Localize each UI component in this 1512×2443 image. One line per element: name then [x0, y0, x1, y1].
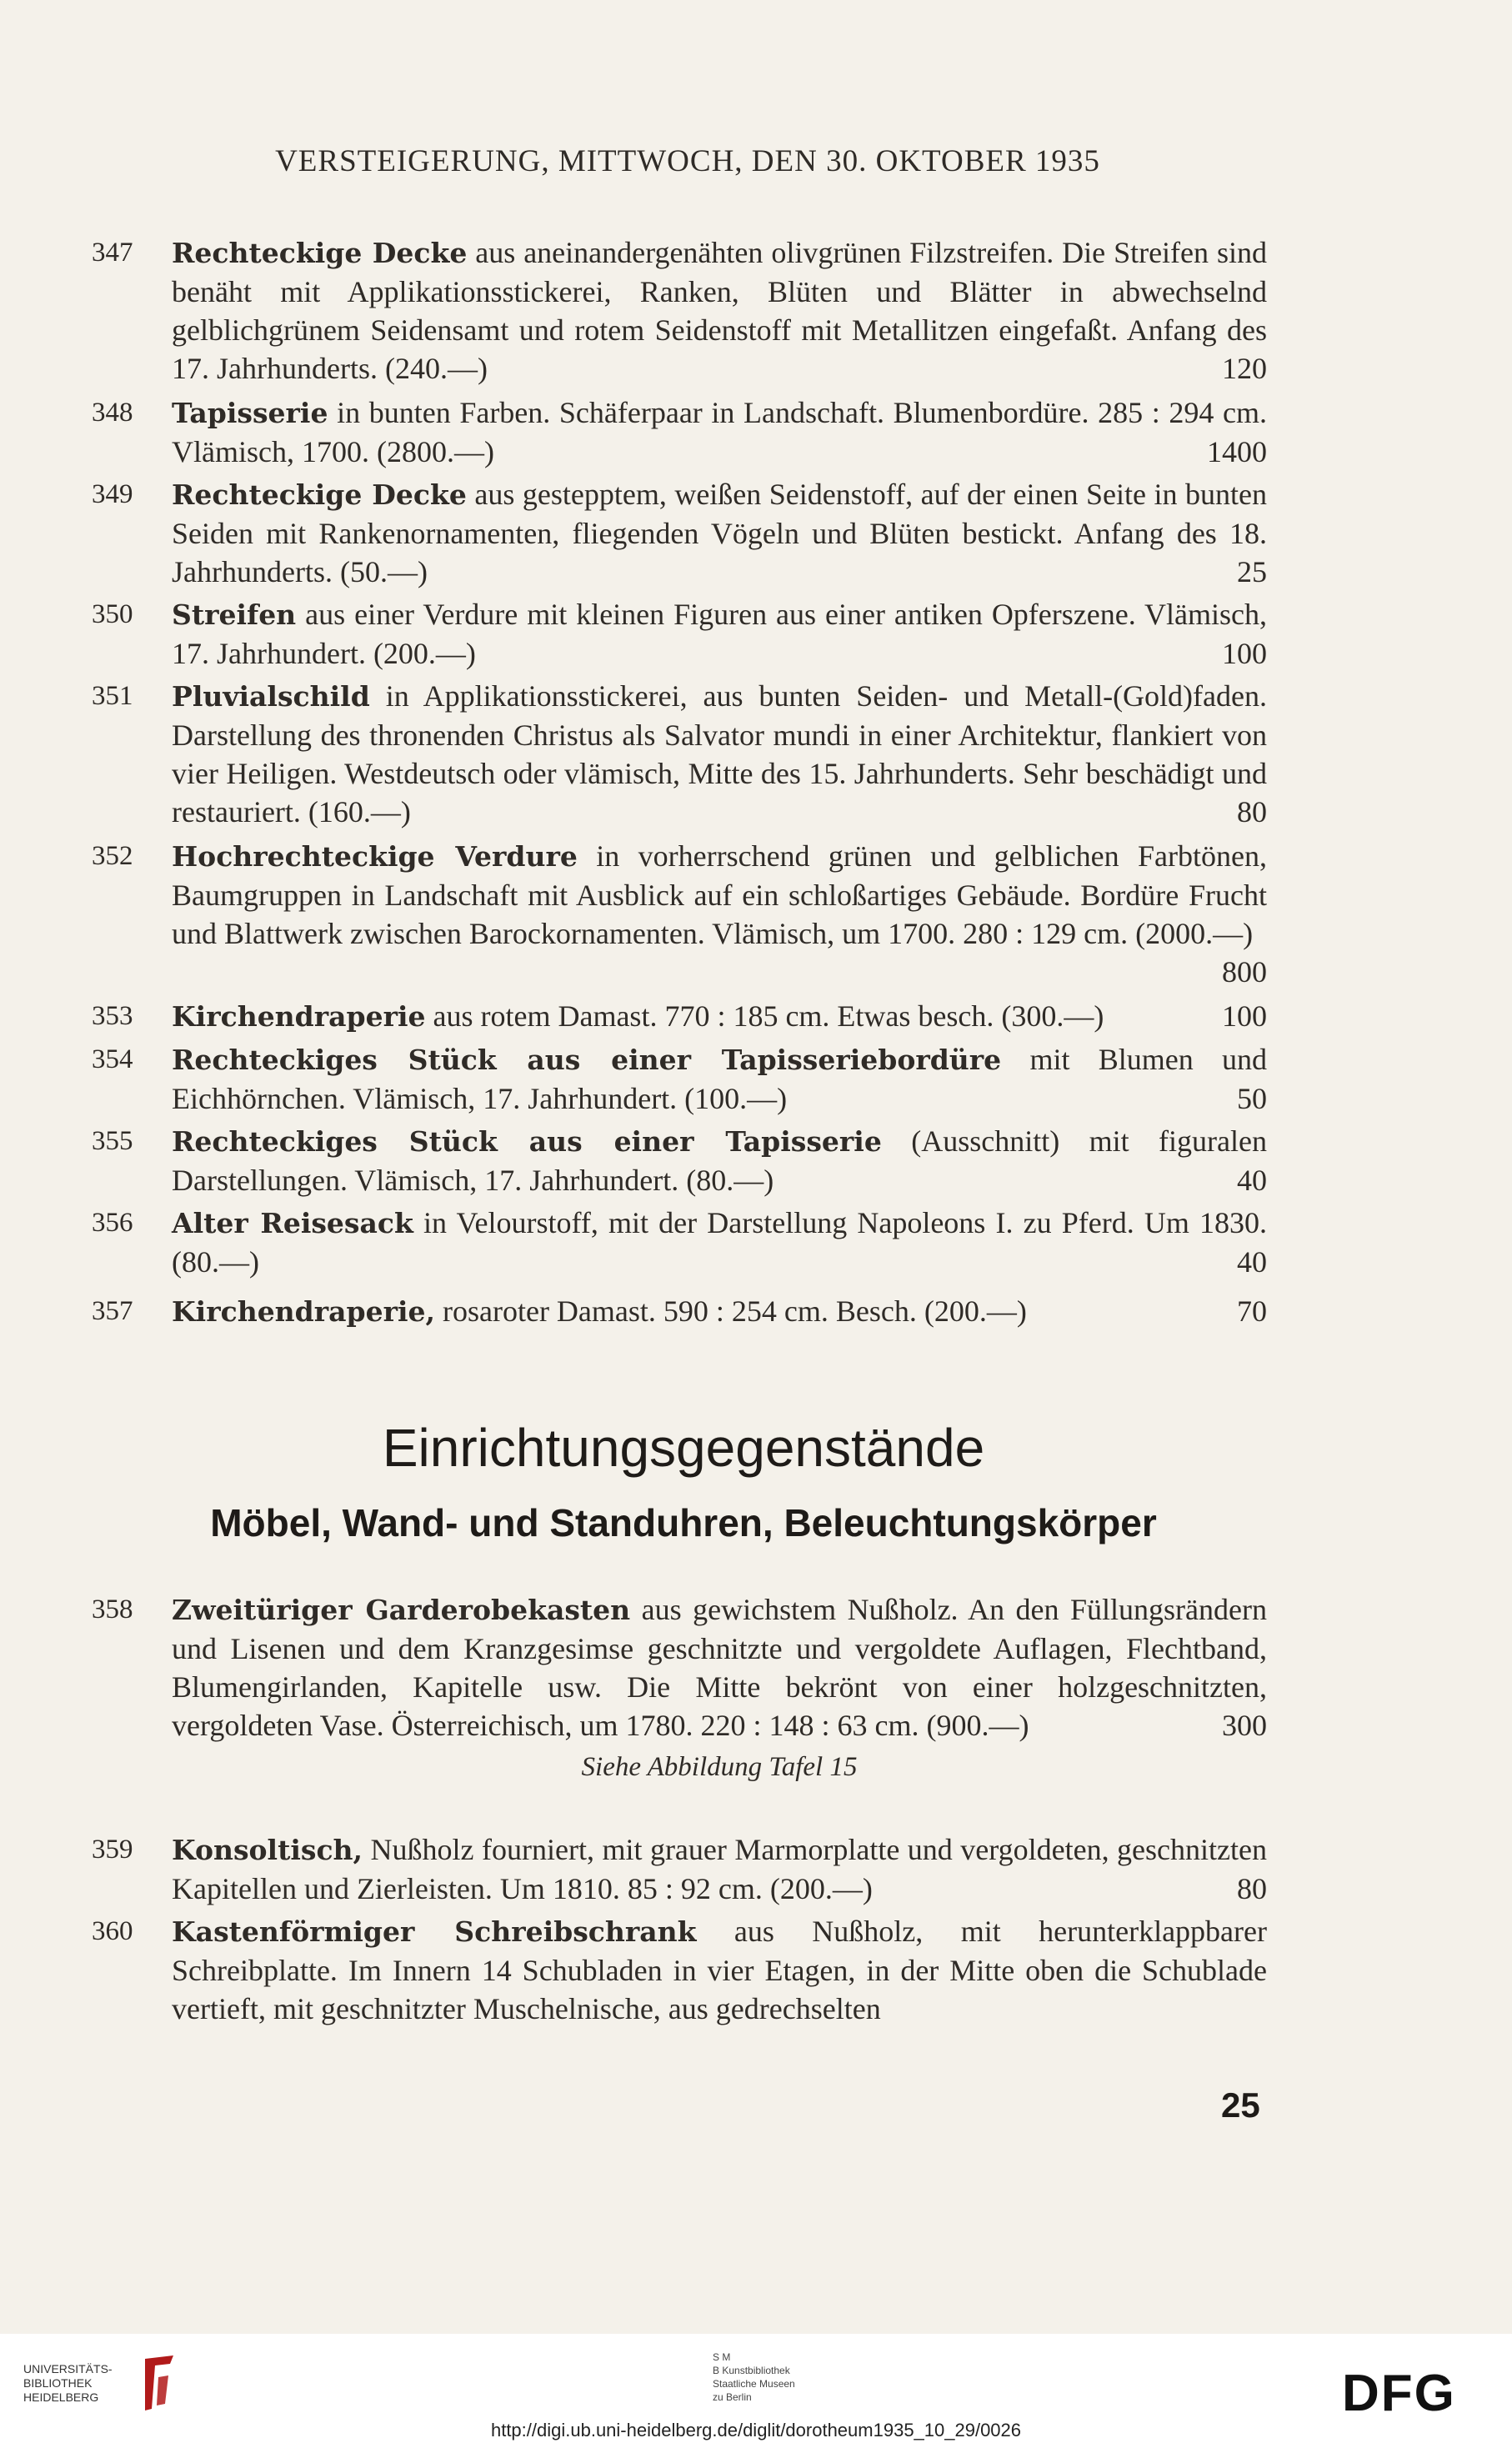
- lot-title: Kastenförmiger Schreibschrank: [172, 1915, 697, 1948]
- lot-number: 348: [92, 398, 133, 428]
- lot-description: in vorherrschend grünen und gelblichen Farbtönen, Baumgruppen in Landschaft mit Ausblick auf ein schloßartiges Gebäude. Bordüre Frucht und Blattwerk zwischen Barockornamenten. Vlämisch, um 1700. 280 : 129 cm. (2000.—): [172, 839, 1267, 950]
- lot-entry: [92, 677, 1267, 831]
- lot-entry: [92, 1040, 1267, 1118]
- lot-description: aus rotem Damast. 770 : 185 cm. Etwas besch. (300.—): [425, 999, 1104, 1033]
- lot-price: 120: [1222, 352, 1267, 385]
- illustration-reference: Siehe Abbildung Tafel 15: [581, 1752, 858, 1782]
- section-subtitle: Möbel, Wand- und Standuhren, Beleuchtungskörper: [210, 1501, 1157, 1544]
- source-url-link[interactable]: http://digi.ub.uni-heidelberg.de/diglit/dorotheum1935_10_29/0026: [490, 2420, 1022, 2440]
- lot-price: 100: [1222, 999, 1267, 1033]
- lot-number: 359: [92, 1835, 133, 1865]
- lot-price: 100: [1222, 637, 1267, 670]
- lot-description: Nußholz fourniert, mit grauer Marmorplatte und vergoldeten, geschnitzten Kapitellen und Zierleisten. Um 1810. 85 : 92 cm. (200.—): [172, 1833, 1267, 1905]
- lot-description: aus gewichstem Nußholz. An den Füllungsrändern und Lisenen und dem Kranzgesimse geschnitzte und vergoldete Auflagen, Flechtband, Blumengirlanden, Kapitelle usw. Die Mitte bekrönt von einer holzgeschnitzten, vergoldeten Vase. Österreichisch, um 1780. 220 : 148 : 63 cm. (900.—): [172, 1593, 1267, 1742]
- lot-number: 354: [92, 1044, 133, 1074]
- lot-price: 70: [1237, 1294, 1267, 1328]
- lot-entry: [92, 233, 1267, 388]
- lot-number: 349: [92, 479, 133, 509]
- lot-entry: [92, 1912, 1267, 2028]
- smb-kunstbibliothek-label[interactable]: [713, 2350, 795, 2404]
- lot-price: 1400: [1207, 435, 1267, 468]
- lot-title: Konsoltisch,: [172, 1834, 363, 1866]
- lot-title: Alter Reisesack: [172, 1207, 413, 1239]
- smb-line: B Kunstbibliothek: [713, 2365, 790, 2376]
- lot-title: Rechteckige Decke: [172, 237, 468, 269]
- lot-description: aus gestepptem, weißen Seidenstoff, auf der einen Seite in bunten Seiden mit Rankenornamenten, fliegenden Vögeln und Blüten bestickt. Anfang des 18. Jahrhunderts. (50.—): [172, 478, 1267, 588]
- lot-number: 352: [92, 841, 133, 871]
- lot-title: Pluvialschild: [172, 680, 370, 713]
- lot-title: Rechteckiges Stück aus einer Tapisserie: [172, 1125, 882, 1158]
- lot-price: 40: [1237, 1245, 1267, 1279]
- lot-entry: [92, 997, 1267, 1036]
- lot-description: (Ausschnitt) mit figuralen Darstellungen. Vlämisch, 17. Jahrhundert. (80.—): [172, 1124, 1267, 1197]
- section-title: Einrichtungsgegenstände: [382, 1418, 985, 1478]
- lot-number: 356: [92, 1208, 133, 1238]
- lot-title: Zweitüriger Garderobekasten: [172, 1594, 631, 1626]
- lot-description: rosaroter Damast. 590 : 254 cm. Besch. (200.—): [435, 1294, 1027, 1328]
- university-library-label[interactable]: [23, 2362, 113, 2405]
- lot-number: 353: [92, 1001, 133, 1031]
- lot-entry: [92, 393, 1267, 471]
- lot-entry: [92, 837, 1267, 991]
- lot-entry: [92, 595, 1267, 673]
- lot-price: 40: [1237, 1164, 1267, 1197]
- lot-price: 800: [1222, 955, 1267, 989]
- lot-title: Kirchendraperie,: [172, 1295, 435, 1328]
- lot-number: 355: [92, 1126, 133, 1156]
- dfg-logo[interactable]: DFG: [1342, 2365, 1456, 2422]
- lot-number: 350: [92, 599, 133, 629]
- lot-entry: [92, 1292, 1267, 1331]
- heidelberg-logo-icon[interactable]: [140, 2352, 178, 2414]
- lot-title: Hochrechteckige Verdure: [172, 840, 578, 873]
- lot-description: in bunten Farben. Schäferpaar in Landschaft. Blumenbordüre. 285 : 294 cm. Vlämisch, 1700. (2800.—): [172, 396, 1267, 468]
- uni-line: UNIVERSITÄTS-: [23, 2362, 113, 2375]
- lot-description: aus aneinandergenähten olivgrünen Filzstreifen. Die Streifen sind benäht mit Applikationsstickerei, Ranken, Blüten und Blätter in abwechselnd gelblichgrünem Seidensamt und rotem Seidenstoff mit Metallitzen eingefaßt. Anfang des 17. Jahrhunderts. (240.—): [172, 236, 1267, 385]
- lot-description: in Applikationsstickerei, aus bunten Seiden- und Metall-(Gold)faden. Darstellung des thronenden Christus als Salvator mundi in einer Architektur, flankiert von vier Heiligen. Westdeutsch oder vlämisch, Mitte des 15. Jahrhunderts. Sehr beschädigt und restauriert. (160.—): [172, 679, 1267, 829]
- lot-price: 25: [1237, 555, 1267, 588]
- smb-line: zu Berlin: [713, 2391, 752, 2403]
- lot-number: 358: [92, 1594, 133, 1624]
- smb-line: S M: [713, 2351, 731, 2363]
- smb-line: Staatliche Museen: [713, 2378, 795, 2390]
- lot-entry: [92, 1830, 1267, 1908]
- lot-title: Streifen: [172, 598, 297, 631]
- lot-title: Kirchendraperie: [172, 1000, 426, 1033]
- lot-entry: [92, 475, 1267, 591]
- lot-number: 351: [92, 681, 133, 711]
- lot-title: Rechteckiges Stück aus einer Tapisseriebordüre: [172, 1044, 1002, 1076]
- lot-description: aus Nußholz, mit herunterklappbarer Schreibplatte. Im Innern 14 Schubladen in vier Etagen, in der Mitte oben die Schublade vertieft, mit geschnitzter Muschelnische, aus gedrechselten: [172, 1915, 1267, 2025]
- lot-price: 50: [1237, 1082, 1267, 1115]
- lot-price: 80: [1237, 1872, 1267, 1905]
- lot-entry: [92, 1122, 1267, 1199]
- lot-title: Tapisserie: [172, 397, 328, 429]
- lot-price: 300: [1222, 1709, 1267, 1742]
- lot-description: aus einer Verdure mit kleinen Figuren aus einer antiken Opferszene. Vlämisch, 17. Jahrhundert. (200.—): [172, 598, 1267, 670]
- lot-number: 357: [92, 1296, 133, 1326]
- lot-price: 80: [1237, 795, 1267, 829]
- lot-number: 347: [92, 238, 133, 268]
- lot-entry: [92, 1204, 1267, 1281]
- lot-title: Rechteckige Decke: [172, 478, 467, 511]
- lot-description: in Velourstoff, mit der Darstellung Napoleons I. zu Pferd. Um 1830. (80.—): [172, 1206, 1267, 1279]
- page-header: VERSTEIGERUNG, MITTWOCH, DEN 30. OKTOBER 1935: [275, 144, 1100, 178]
- footer-bar: [0, 2334, 1512, 2443]
- lot-number: 360: [92, 1916, 133, 1946]
- page-number: 25: [1221, 2085, 1260, 2125]
- uni-line: BIBLIOTHEK: [23, 2376, 93, 2390]
- lot-description: mit Blumen und Eichhörnchen. Vlämisch, 17. Jahrhundert. (100.—): [172, 1043, 1267, 1115]
- lot-entry: [92, 1590, 1267, 1786]
- uni-line: HEIDELBERG: [23, 2390, 99, 2404]
